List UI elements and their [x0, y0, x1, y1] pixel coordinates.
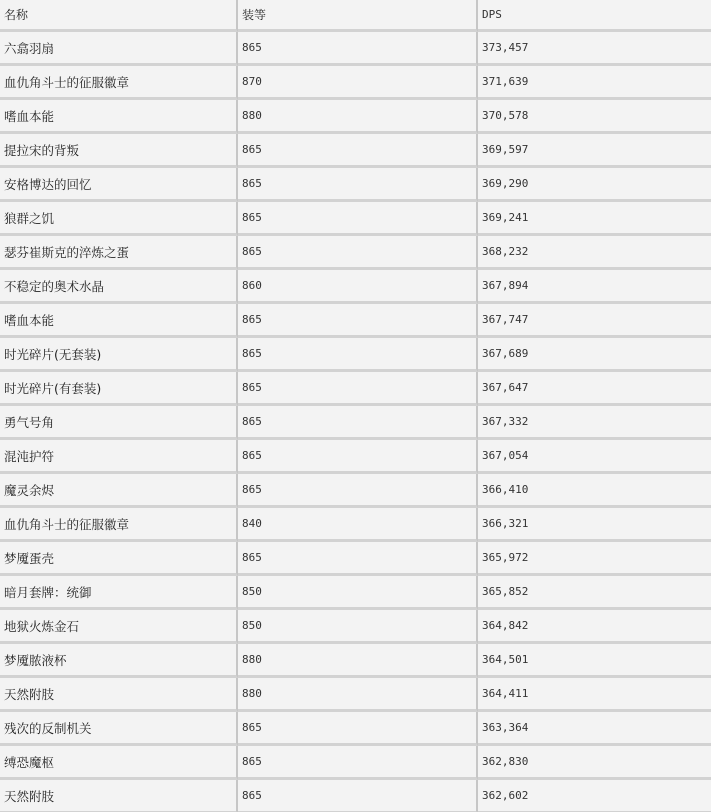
cell-name: 残次的反制机关	[0, 712, 238, 746]
table-row	[0, 372, 711, 406]
table-row	[0, 406, 711, 440]
cell-ilvl: 850	[238, 610, 478, 644]
cell-dps: 362,602	[478, 780, 711, 812]
cell-dps: 364,842	[478, 610, 711, 644]
cell-dps: 367,894	[478, 270, 711, 304]
cell-dps: 367,332	[478, 406, 711, 440]
table-row	[0, 304, 711, 338]
table-row	[0, 236, 711, 270]
cell-name: 时光碎片(有套装)	[0, 372, 238, 406]
cell-name: 天然附肢	[0, 780, 238, 812]
cell-ilvl: 860	[238, 270, 478, 304]
cell-ilvl: 865	[238, 712, 478, 746]
table-row	[0, 508, 711, 542]
cell-ilvl: 865	[238, 236, 478, 270]
cell-name: 混沌护符	[0, 440, 238, 474]
cell-name: 血仇角斗士的征服徽章	[0, 508, 238, 542]
cell-ilvl: 880	[238, 644, 478, 678]
table-body	[0, 32, 711, 812]
cell-ilvl: 840	[238, 508, 478, 542]
table-row	[0, 202, 711, 236]
table-row	[0, 610, 711, 644]
cell-ilvl: 865	[238, 168, 478, 202]
cell-name: 天然附肢	[0, 678, 238, 712]
cell-dps: 366,321	[478, 508, 711, 542]
cell-name: 六翕羽扇	[0, 32, 238, 66]
cell-name: 嗜血本能	[0, 100, 238, 134]
cell-ilvl: 865	[238, 406, 478, 440]
cell-dps: 363,364	[478, 712, 711, 746]
cell-name: 缚恐魔枢	[0, 746, 238, 780]
table-row	[0, 678, 711, 712]
table-row	[0, 168, 711, 202]
cell-name: 嗜血本能	[0, 304, 238, 338]
cell-ilvl: 865	[238, 338, 478, 372]
cell-name: 不稳定的奥术水晶	[0, 270, 238, 304]
cell-dps: 367,747	[478, 304, 711, 338]
cell-name: 梦魇蛋壳	[0, 542, 238, 576]
cell-name: 地狱火炼金石	[0, 610, 238, 644]
cell-ilvl: 865	[238, 202, 478, 236]
cell-name: 魔灵余烬	[0, 474, 238, 508]
column-header-name: 名称	[0, 0, 238, 32]
cell-ilvl: 865	[238, 780, 478, 812]
header-row	[0, 0, 711, 32]
table-row	[0, 66, 711, 100]
table-header	[0, 0, 711, 32]
cell-dps: 367,647	[478, 372, 711, 406]
cell-dps: 369,241	[478, 202, 711, 236]
table-row	[0, 338, 711, 372]
cell-dps: 367,689	[478, 338, 711, 372]
cell-ilvl: 865	[238, 474, 478, 508]
cell-name: 提拉宋的背叛	[0, 134, 238, 168]
cell-dps: 369,290	[478, 168, 711, 202]
cell-name: 瑟芬崔斯克的淬炼之蛋	[0, 236, 238, 270]
table-row	[0, 134, 711, 168]
table-row	[0, 644, 711, 678]
cell-ilvl: 850	[238, 576, 478, 610]
cell-ilvl: 870	[238, 66, 478, 100]
column-header-dps: DPS	[478, 0, 711, 32]
table-row	[0, 746, 711, 780]
cell-name: 暗月套牌：统御	[0, 576, 238, 610]
cell-dps: 368,232	[478, 236, 711, 270]
cell-name: 狼群之饥	[0, 202, 238, 236]
table-row	[0, 780, 711, 812]
cell-ilvl: 865	[238, 32, 478, 66]
cell-ilvl: 865	[238, 372, 478, 406]
table-row	[0, 474, 711, 508]
cell-name: 梦魇脓液杯	[0, 644, 238, 678]
table-row	[0, 576, 711, 610]
cell-name: 勇气号角	[0, 406, 238, 440]
cell-name: 血仇角斗士的征服徽章	[0, 66, 238, 100]
cell-dps: 371,639	[478, 66, 711, 100]
cell-ilvl: 865	[238, 746, 478, 780]
cell-ilvl: 880	[238, 678, 478, 712]
table-row	[0, 100, 711, 134]
cell-name: 时光碎片(无套装)	[0, 338, 238, 372]
cell-dps: 364,501	[478, 644, 711, 678]
cell-dps: 365,972	[478, 542, 711, 576]
cell-dps: 367,054	[478, 440, 711, 474]
table-row	[0, 440, 711, 474]
table-row	[0, 32, 711, 66]
cell-ilvl: 865	[238, 542, 478, 576]
table-row	[0, 270, 711, 304]
cell-ilvl: 865	[238, 304, 478, 338]
cell-dps: 364,411	[478, 678, 711, 712]
cell-ilvl: 865	[238, 134, 478, 168]
cell-dps: 366,410	[478, 474, 711, 508]
cell-dps: 365,852	[478, 576, 711, 610]
cell-ilvl: 865	[238, 440, 478, 474]
cell-ilvl: 880	[238, 100, 478, 134]
cell-dps: 373,457	[478, 32, 711, 66]
cell-name: 安格博达的回忆	[0, 168, 238, 202]
cell-dps: 369,597	[478, 134, 711, 168]
cell-dps: 362,830	[478, 746, 711, 780]
table-row	[0, 712, 711, 746]
cell-dps: 370,578	[478, 100, 711, 134]
table-row	[0, 542, 711, 576]
column-header-ilvl: 装等	[238, 0, 478, 32]
